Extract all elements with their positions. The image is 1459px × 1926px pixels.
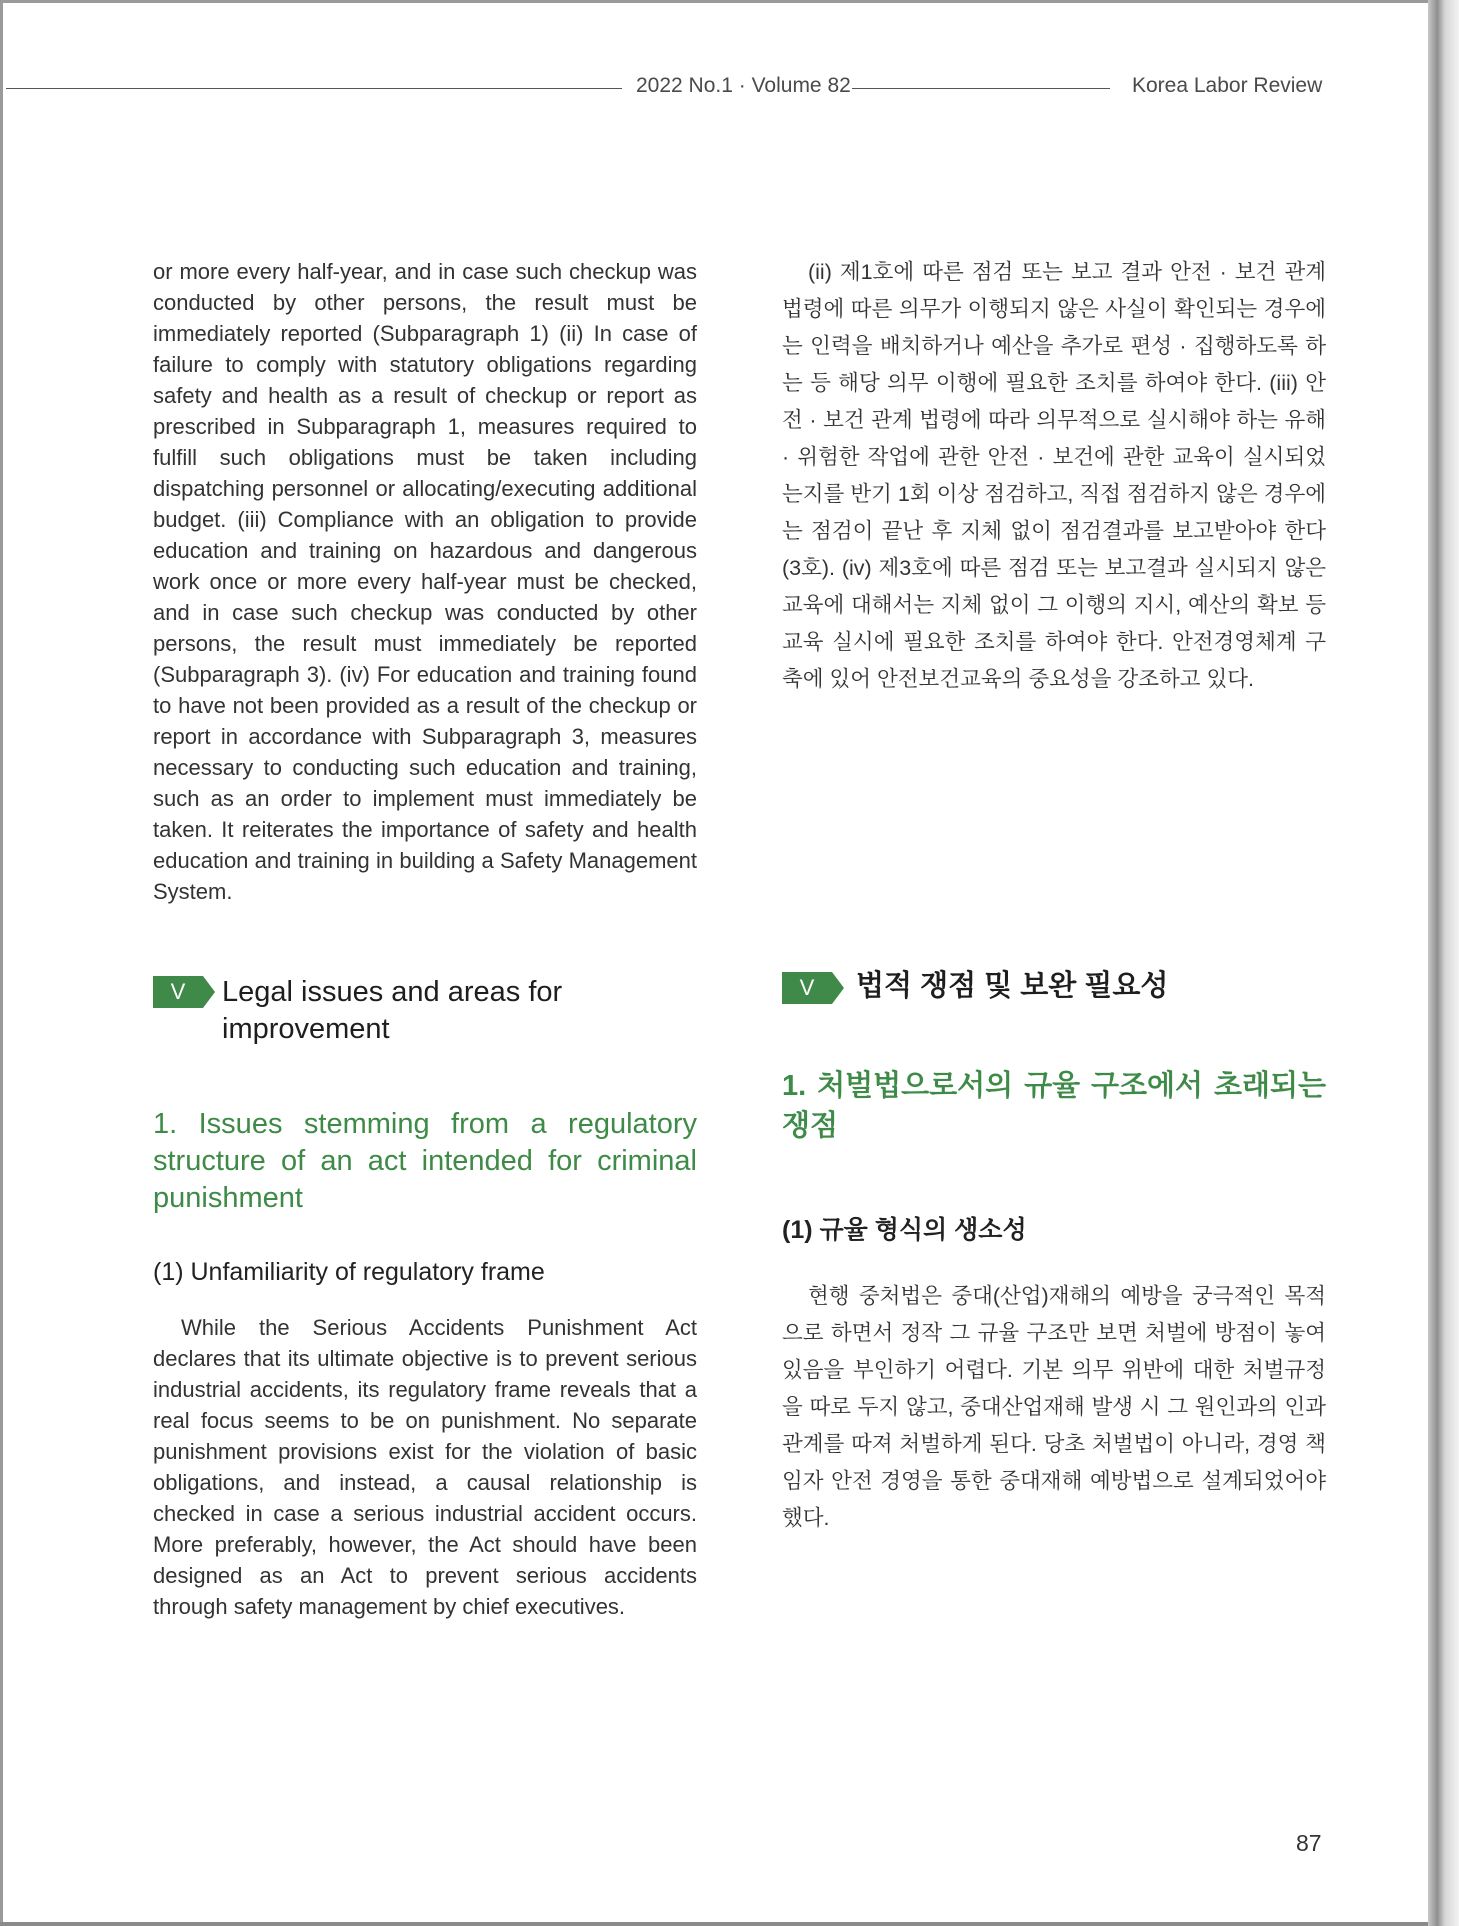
section-badge-left: V: [153, 976, 203, 1008]
subsub-heading-right: (1) 규율 형식의 생소성: [782, 1216, 1027, 1244]
section-title-left: Legal issues and areas for improvement: [222, 976, 563, 1045]
header-rule-left: [6, 88, 622, 89]
header-rule-middle: [852, 88, 1110, 89]
right-intro-paragraph: (ii) 제1호에 따른 점검 또는 보고 결과 안전 · 보건 관계 법령에 따른 의무가 이행되지 않은 사실이 확인되는 경우에는 인력을 배치하거나 예산을 추가로 편성 · 집행하도록 하는 등 해당 의무 이행에 필요한 조치를 하여야 한다. (iii) 안전 · 보건 관계 법령에 따라 의무적으로 실시해야 하는 유해 · 위험한 작업에 관한 안전 · 보건에 관한 교육이 실시되었는지를 반기 1회 이상 점검하고, 직접 점검하지 않은 경우에는 점검이 끝난 후 지체 없이 점검결과를 보고받아야 한다(3호). (iv) 제3호에 따른 점검 또는 보고결과 실시되지 않은 교육에 대해서는 지체 없이 그 이행의 지시, 예산의 확보 등 교육 실시에 필요한 조치를 하여야 한다. 안전경영체계 구축에 있어 안전보건교육의 중요성을 강조하고 있다.: [782, 260, 1326, 691]
page-number: 87: [1296, 1830, 1322, 1856]
left-intro-paragraph: or more every half-year, and in case such checkup was conducted by other persons, the result must be immediately reported (Subparagraph 1) (ii) In case of failure to comply with statutory obligations regarding safety and health as a result of checkup or report as prescribed in Subparagraph 1, measures required to fulfill such obligations must be taken including dispatching personnel or allocating/executing additional budget. (iii) Compliance with an obligation to provide education and training on hazardous and dangerous work once or more every half-year must be checked, and in case such checkup was conducted by other persons, the result must immediately be reported (Subparagraph 3). (iv) For education and training found to have not been provided as a result of the checkup or report in accordance with Subparagraph 3, measures necessary to conducting such education and training, such as an order to implement must immediately be taken. It reiterates the importance of safety and health education and training in building a Safety Management System.: [153, 259, 697, 904]
section-badge-right: V: [782, 972, 832, 1004]
page-border-bottom: [0, 1922, 1430, 1926]
section-title-right: 법적 쟁점 및 보완 필요성: [856, 970, 1169, 1002]
header-issue: 2022 No.1 · Volume 82: [636, 74, 851, 97]
header-journal-title: Korea Labor Review: [1132, 74, 1323, 97]
right-body-paragraph: 현행 중처법은 중대(산업)재해의 예방을 궁극적인 목적으로 하면서 정작 그 규율 구조만 보면 처벌에 방점이 놓여 있음을 부인하기 어렵다. 기본 의무 위반에 대한 처벌규정을 따로 두지 않고, 중대산업재해 발생 시 그 원인과의 인과관계를 따져 처벌하게 된다. 당초 처벌법이 아니라, 경영 책임자 안전 경영을 통한 중대재해 예방법으로 설계되었어야 했다.: [782, 1284, 1326, 1530]
page-edge-shadow: [1428, 0, 1459, 1926]
sub-heading-left: 1. Issues stemming from a regulatory structure of an act intended for criminal punishment: [153, 1108, 697, 1214]
sub-heading-right: 1. 처벌법으로서의 규율 구조에서 초래되는 쟁점: [782, 1070, 1326, 1142]
page-border-left: [0, 0, 3, 1926]
subsub-heading-left: (1) Unfamiliarity of regulatory frame: [153, 1258, 545, 1286]
left-body-paragraph: While the Serious Accidents Punishment Act declares that its ultimate objective is to prevent serious industrial accidents, its regulatory frame reveals that a real focus seems to be on punishment. No separate punishment provisions exist for the violation of basic obligations, and instead, a causal relationship is checked in case a serious industrial accident occurs. More preferably, however, the Act should have been designed as an Act to prevent serious accidents through safety management by chief executives.: [153, 1315, 697, 1619]
page-border-top: [0, 0, 1430, 3]
